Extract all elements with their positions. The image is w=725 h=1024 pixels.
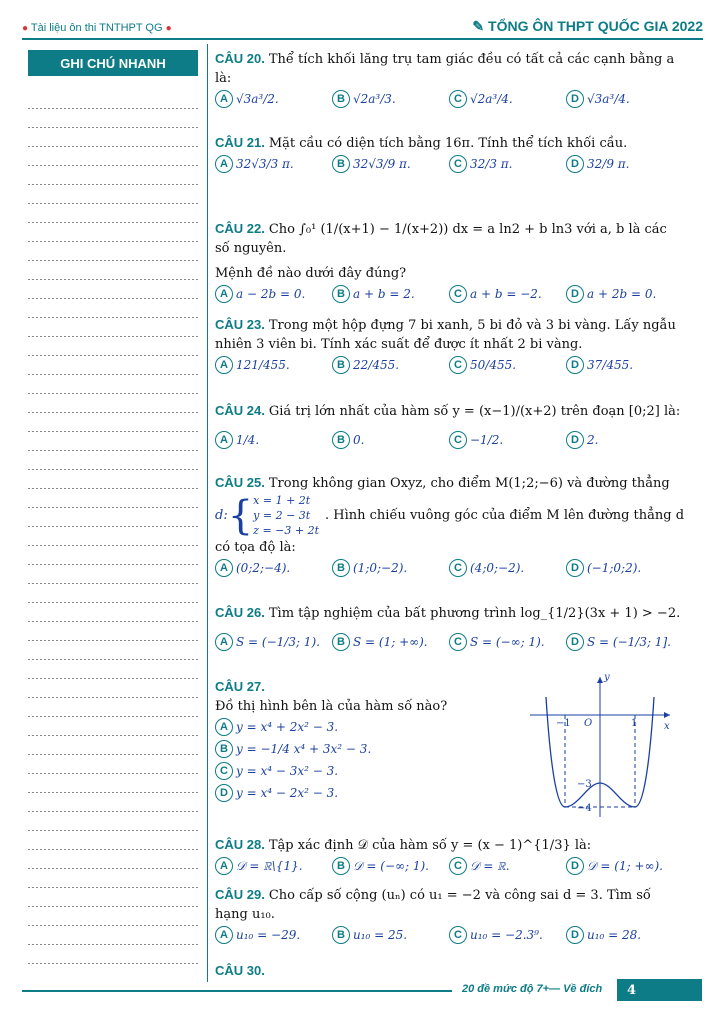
option-b[interactable]: B 0. [332,431,449,449]
question-label: CÂU 28. [215,837,265,852]
option-a[interactable]: A y = x⁴ + 2x² − 3. [215,718,515,736]
question-text: Giá trị lớn nhất của hàm số y = (x−1)/(x+2) trên đoạn [0;2] là: [268,404,681,419]
origin-label: O [584,718,593,729]
option-d[interactable]: D 37/455. [566,356,683,374]
question-text: Đồ thị hình bên là của hàm số nào? [215,699,448,714]
option-b[interactable]: B 22/455. [332,356,449,374]
question-label: CÂU 20. [215,51,265,66]
question-text: Tập xác định 𝒟 của hàm số y = (x − 1)^{1/3} là: [268,838,592,853]
option-a[interactable]: A (0;2;−4). [215,559,332,577]
question-label: CÂU 29. [215,887,265,902]
option-a[interactable]: A u₁₀ = −29. [215,926,332,944]
option-a[interactable]: A 121/455. [215,356,332,374]
header-left-text: Tài liệu ôn thi TNTHPT QG [30,22,163,34]
option-a[interactable]: A S = (−1/3; 1). [215,633,332,651]
footer-text: 20 đề mức độ 7+— Về đích [462,983,603,995]
tick-minus-4: −4 [577,803,592,814]
question-label: CÂU 26. [215,605,265,620]
sidebar-title: GHI CHÚ NHANH [28,50,198,76]
tick-1: 1 [631,718,638,729]
pin-icon: ● [22,23,29,34]
question-text: Mặt cầu có diện tích bằng 16π. Tính thể tích khối cầu. [268,136,628,151]
option-d[interactable]: D S = (−1/3; 1]. [566,633,683,651]
question-label: CÂU 30. [215,963,265,978]
header-right-text: TỔNG ÔN THPT QUỐC GIA 2022 [488,18,703,34]
option-c[interactable]: C 32/3 π. [449,155,566,173]
line-system: x = 1 + 2t y = 2 − 3t z = −3 + 2t [253,494,320,537]
header-rule [22,38,703,40]
option-d[interactable]: D 𝒟 = (1; +∞). [566,857,683,875]
option-d[interactable]: D u₁₀ = 28. [566,926,683,944]
question-23 [215,316,685,402]
tick-minus-1: −1 [556,718,571,729]
option-b[interactable]: B u₁₀ = 25. [332,926,449,944]
question-text: Cho ∫₀¹ (1/(x+1) − 1/(x+2)) dx = a ln2 + b ln3 với a, b là các số nguyên. [215,222,667,256]
option-d[interactable]: D 2. [566,431,683,449]
question-30 [215,962,685,981]
question-29 [215,886,685,962]
header-right [472,18,703,35]
option-d[interactable]: D a + 2b = 0. [566,285,683,303]
question-26 [215,604,685,678]
question-text: Tìm tập nghiệm của bất phương trình log_{1/2}(3x + 1) > −2. [268,606,681,621]
option-b[interactable]: B y = −1/4 x⁴ + 3x² − 3. [215,740,515,758]
footer-rule [22,990,452,992]
question-text: Cho cấp số cộng (uₙ) có u₁ = −2 và công sai d = 3. Tìm số hạng u₁₀. [215,888,651,922]
question-label: CÂU 22. [215,221,265,236]
question-20 [215,50,685,134]
question-21 [215,134,685,206]
question-28 [215,836,685,886]
edit-icon: ✎ [472,18,485,34]
option-c[interactable]: C S = (−∞; 1). [449,633,566,651]
option-b[interactable]: B a + b = 2. [332,285,449,303]
option-c[interactable]: C 50/455. [449,356,566,374]
questions-column [215,50,685,981]
brace-icon: { [227,492,254,539]
question-label: CÂU 21. [215,135,265,150]
page-number: 4 [617,979,702,1001]
option-d[interactable]: D (−1;0;2). [566,559,683,577]
page-header [0,0,725,40]
option-d[interactable]: D y = x⁴ − 2x² − 3. [215,784,515,802]
option-c[interactable]: C 𝒟 = ℝ. [449,857,566,875]
option-c[interactable]: C −1/2. [449,431,566,449]
option-a[interactable]: A √3a³/2. [215,90,332,108]
option-c[interactable]: C (4;0;−2). [449,559,566,577]
option-b[interactable]: B (1;0;−2). [332,559,449,577]
pin-icon: ● [165,23,172,34]
question-text: Trong một hộp đựng 7 bi xanh, 5 bi đỏ và 3 bi vàng. Lấy ngẫu nhiên 3 viên bi. Tính xác suất để được ít nhất 2 bi vàng. [215,318,676,352]
option-c[interactable]: C y = x⁴ − 3x² − 3. [215,762,515,780]
question-label: CÂU 25. [215,475,265,490]
question-text-2: . Hình chiếu vuông góc của điểm M lên đường thẳng d [325,508,685,523]
option-b[interactable]: B √2a³/3. [332,90,449,108]
question-22 [215,220,685,316]
question-24 [215,402,685,474]
option-a[interactable]: A 1/4. [215,431,332,449]
y-label: y [604,672,610,683]
tick-minus-3: −3 [577,779,592,790]
option-a[interactable]: A 𝒟 = ℝ\{1}. [215,857,332,875]
question-text-2: Mệnh đề nào dưới đây đúng? [215,266,407,281]
question-label: CÂU 27. [215,679,265,694]
y-axis-arrow-icon [597,677,603,683]
option-a[interactable]: A a − 2b = 0. [215,285,332,303]
option-a[interactable]: A 32√3/3 π. [215,155,332,173]
question-25 [215,474,685,604]
option-b[interactable]: B 𝒟 = (−∞; 1). [332,857,449,875]
option-b[interactable]: B S = (1; +∞). [332,633,449,651]
header-left [22,22,172,34]
function-graph [530,672,675,822]
column-divider [207,44,208,982]
option-c[interactable]: C √2a³/4. [449,90,566,108]
question-label: CÂU 23. [215,317,265,332]
option-d[interactable]: D √3a³/4. [566,90,683,108]
note-lines [28,90,198,970]
question-text: Thể tích khối lăng trụ tam giác đều có tất cả các cạnh bằng a là: [215,52,675,86]
x-label: x [664,721,670,732]
line-label: d: [215,508,228,523]
question-label: CÂU 24. [215,403,265,418]
question-text: Trong không gian Oxyz, cho điểm M(1;2;−6) và đường thẳng [268,476,670,491]
option-c[interactable]: C u₁₀ = −2.3⁹. [449,926,566,944]
option-d[interactable]: D 32/9 π. [566,155,683,173]
option-b[interactable]: B 32√3/9 π. [332,155,449,173]
question-text-3: có tọa độ là: [215,540,296,555]
notes-sidebar [28,50,198,970]
x-axis-arrow-icon [664,712,670,718]
option-c[interactable]: C a + b = −2. [449,285,566,303]
